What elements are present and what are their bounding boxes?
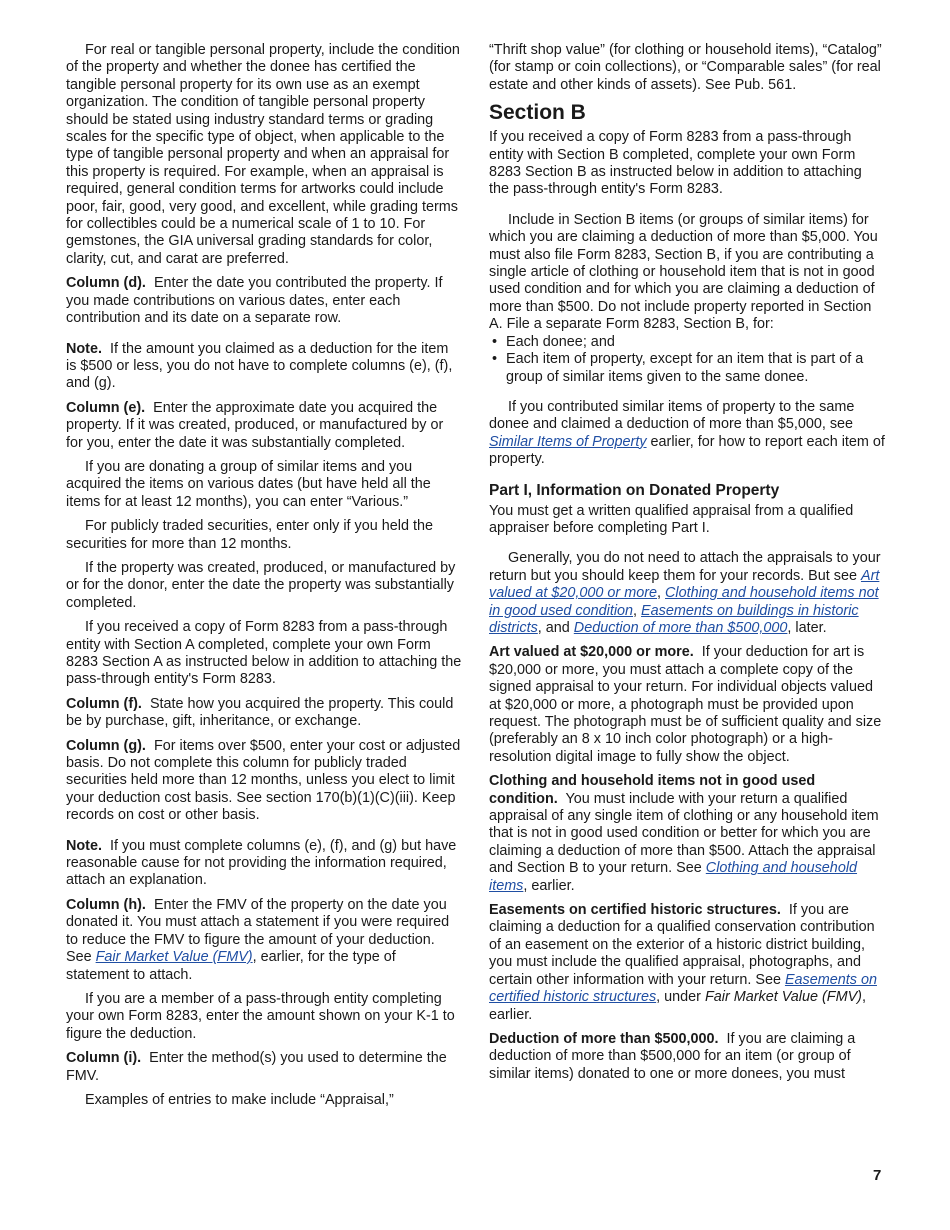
paragraph: “Thrift shop value” (for clothing or household items), “Catalog” (for stamp or coin collections), or “Comparable sales” (for real estate and other kinds of assets). See Pub. 561. [489, 42, 882, 93]
column-h-text-end: , earlier, for the type of statement to attach. [66, 949, 396, 983]
fmv-italic: Fair Market Value (FMV) [704, 989, 862, 1006]
note-paragraph [66, 838, 462, 890]
column-g-paragraph [66, 738, 462, 825]
art-label: Art valued at $20,000 or more. [489, 644, 694, 661]
deduction-label: Deduction of more than $500,000. [489, 1030, 719, 1047]
column-f-paragraph [66, 696, 462, 731]
deduction-link[interactable]: Deduction of more than $500,000 [573, 619, 788, 636]
paragraph: If you received a copy of Form 8283 from a pass-through entity with Section A completed, complete your own Form 8283 Section A as instructed below in addition to attaching the pass-through entity's Form 8283. [66, 619, 462, 688]
clothing-household-link[interactable]: Clothing and household items [489, 860, 858, 894]
paragraph: If you are a member of a pass-through entity completing your own Form 8283, enter the amount shown on your K-1 to figure the deduction. [66, 990, 455, 1042]
column-f-text: State how you acquired the property. This could be by purchase, gift, inheritance, or exchange. [66, 695, 454, 730]
part-i-heading: Part I, Information on Donated Property [489, 481, 780, 499]
paragraph-text-end: , later. [787, 619, 827, 636]
column-i-label: Column (i). [66, 1050, 142, 1067]
paragraph: If you are donating a group of similar items and you acquired the items on various dates (but have held all the items for at least 12 months), you can enter “Various.” [66, 458, 431, 510]
clothing-paragraph [489, 773, 885, 895]
art-paragraph [489, 644, 885, 766]
bullet-list [489, 334, 885, 386]
column-d-paragraph [66, 275, 462, 327]
clothing-label: Clothing and household items not in good used condition. [489, 773, 816, 807]
list-item: • Each donee; and [489, 334, 885, 351]
column-e-paragraph [66, 400, 462, 452]
fmv-link[interactable]: Fair Market Value (FMV) [95, 949, 253, 966]
note-label: Note. [66, 340, 102, 357]
column-i-paragraph [66, 1050, 462, 1085]
column-d-label: Column (d). [66, 275, 146, 292]
paragraph: Generally, you do not need to attach the appraisals to your return but you should keep them for your records. But see Art valued at $20,000 or more, Clothing and household items not in good used condition, Easements on buildings in historic districts, and Deduction of more than $500,000, later. [489, 550, 881, 636]
column-f-label: Column (f). [66, 695, 142, 712]
left-column [66, 42, 462, 1116]
clothing-items-link[interactable]: Clothing and household items not in good used condition [489, 585, 879, 619]
right-column [489, 42, 885, 1090]
paragraph-text-and: , and [537, 619, 570, 636]
art-valued-link[interactable]: Art valued at $20,000 or more [489, 567, 880, 602]
column-i-text: Enter the method(s) you used to determine the FMV. [66, 1050, 447, 1084]
clothing-text-end: , earlier. [523, 877, 575, 894]
column-h-text: Enter the FMV of the property on the date you donated it. You must attach a statement if you were required to reduce the FMV to figure the amount of your deduction. See [66, 896, 450, 966]
column-g-label: Column (g). [66, 737, 146, 754]
column-h-label: Column (h). [66, 896, 146, 913]
clothing-text: You must include with your return a qualified appraisal of any single item of clothing or any household item that is not in good used condition or better for which you are claiming a deduction of more than $500. Attach the appraisal and Section B to your return. See [489, 790, 879, 877]
easements-text-end: , earlier. [489, 989, 866, 1023]
paragraph: Include in Section B items (or groups of similar items) for which you are claiming a deduction of more than $5,000. You must also file Form 8283, Section B, if you are contributing a single article of clothing or household item that is not in good used condition and for which you are claiming a deduction of more than $500. Do not include property reported in Section A. File a separate Form 8283, Section B, for: [489, 211, 878, 333]
list-item: • Each item of property, except for an item that is part of a group of similar items given to the same donee. [489, 351, 885, 386]
paragraph: For publicly traded securities, enter only if you held the securities for more than 12 months. [66, 518, 433, 552]
deduction-paragraph [489, 1031, 885, 1083]
easements-structures-link[interactable]: Easements on certified historic structures [489, 971, 877, 1006]
note-label: Note. [66, 837, 102, 854]
note-text: If the amount you claimed as a deduction for the item is $500 or less, you do not have to complete columns (e), (f), and (g). [66, 340, 453, 392]
similar-items-link[interactable]: Similar Items of Property [489, 433, 647, 450]
paragraph [489, 399, 885, 469]
page-number: 7 [873, 1167, 882, 1184]
easements-text-mid: , under [656, 989, 701, 1006]
art-text: If your deduction for art is $20,000 or more, you must attach a complete copy of the signed appraisal to your return. For individual objects valued at $20,000 or more, a photograph must be provided upon request. The photograph must be of sufficient quality and size (preferably an 8 x 10 inch color photograph) or a high-resolution digital image to fully show the object. [489, 644, 882, 765]
easements-text: If you are claiming a deduction for a qualified conservation contribution of an easement on the exterior of a historic district building, you must include the qualified appraisal, photographs, and certain other information with your return. See [489, 902, 875, 988]
paragraph-text-end: earlier, for how to report each item of property. [489, 433, 885, 468]
easements-buildings-link[interactable]: Easements on buildings in historic districts [489, 602, 859, 636]
note-paragraph [66, 341, 462, 393]
column-g-text: For items over $500, enter your cost or adjusted basis. Do not complete this column for publicly traded securities held more than 12 months, unless you elect to limit your deduction cost basis. See section 170(b)(1)(C)(iii). Keep records on cost or other basis. [66, 737, 461, 824]
paragraph: You must get a written qualified appraisal from a qualified appraiser before completing Part I. [489, 502, 854, 536]
paragraph-text: Generally, you do not need to attach the appraisals to your return but you should keep them for your records. But see [489, 550, 881, 584]
paragraph: Examples of entries to make include “Appraisal,” [85, 1091, 394, 1108]
easements-label: Easements on certified historic structures. [489, 902, 781, 919]
paragraph: If the property was created, produced, or manufactured by or for the donor, enter the date the property was substantially completed. [66, 559, 456, 611]
column-h-paragraph [66, 897, 462, 984]
paragraph: If you received a copy of Form 8283 from a pass-through entity with Section B completed, complete your own Form 8283 Section B as instructed below in addition to attaching the pass-through entity's Form 8283. [489, 129, 862, 198]
note-text: If you must complete columns (e), (f), and (g) but have reasonable cause for not providing the information required, attach an explanation. [66, 837, 457, 889]
section-b-heading: Section B [489, 101, 586, 125]
paragraph-text: If you contributed similar items of property to the same donee and claimed a deduction of more than $5,000, see [489, 398, 855, 433]
deduction-text: If you are claiming a deduction of more than $500,000 for an item (or group of similar items) donated to one or more donees, you must [489, 1030, 856, 1082]
easements-paragraph [489, 902, 885, 1024]
column-d-text: Enter the date you contributed the property. If you made contributions on various dates, enter each contribution and its date on a separate row. [66, 275, 443, 327]
column-e-text: Enter the approximate date you acquired the property. If it was created, produced, or manufactured by or for you, enter the date it was substantially completed. [66, 399, 444, 451]
column-e-label: Column (e). [66, 399, 146, 416]
paragraph: For real or tangible personal property, include the condition of the property and whether the donee has certified the tangible personal property for its own use as an exempt organization. The condition of tangible personal property should be stated using industry standard terms or grading scales for the specific type of object, when applicable to the type of tangible personal property and when an appraisal for this property is required. For example, when an appraisal is required, general condition terms for artworks could include poor, fair, good, very good, and excellent, while grading terms for collectibles could be a numerical scale of 1 to 10. For gemstones, the GIA universal grading standards for color, clarity, cut, and carat are preferred. [66, 42, 460, 267]
